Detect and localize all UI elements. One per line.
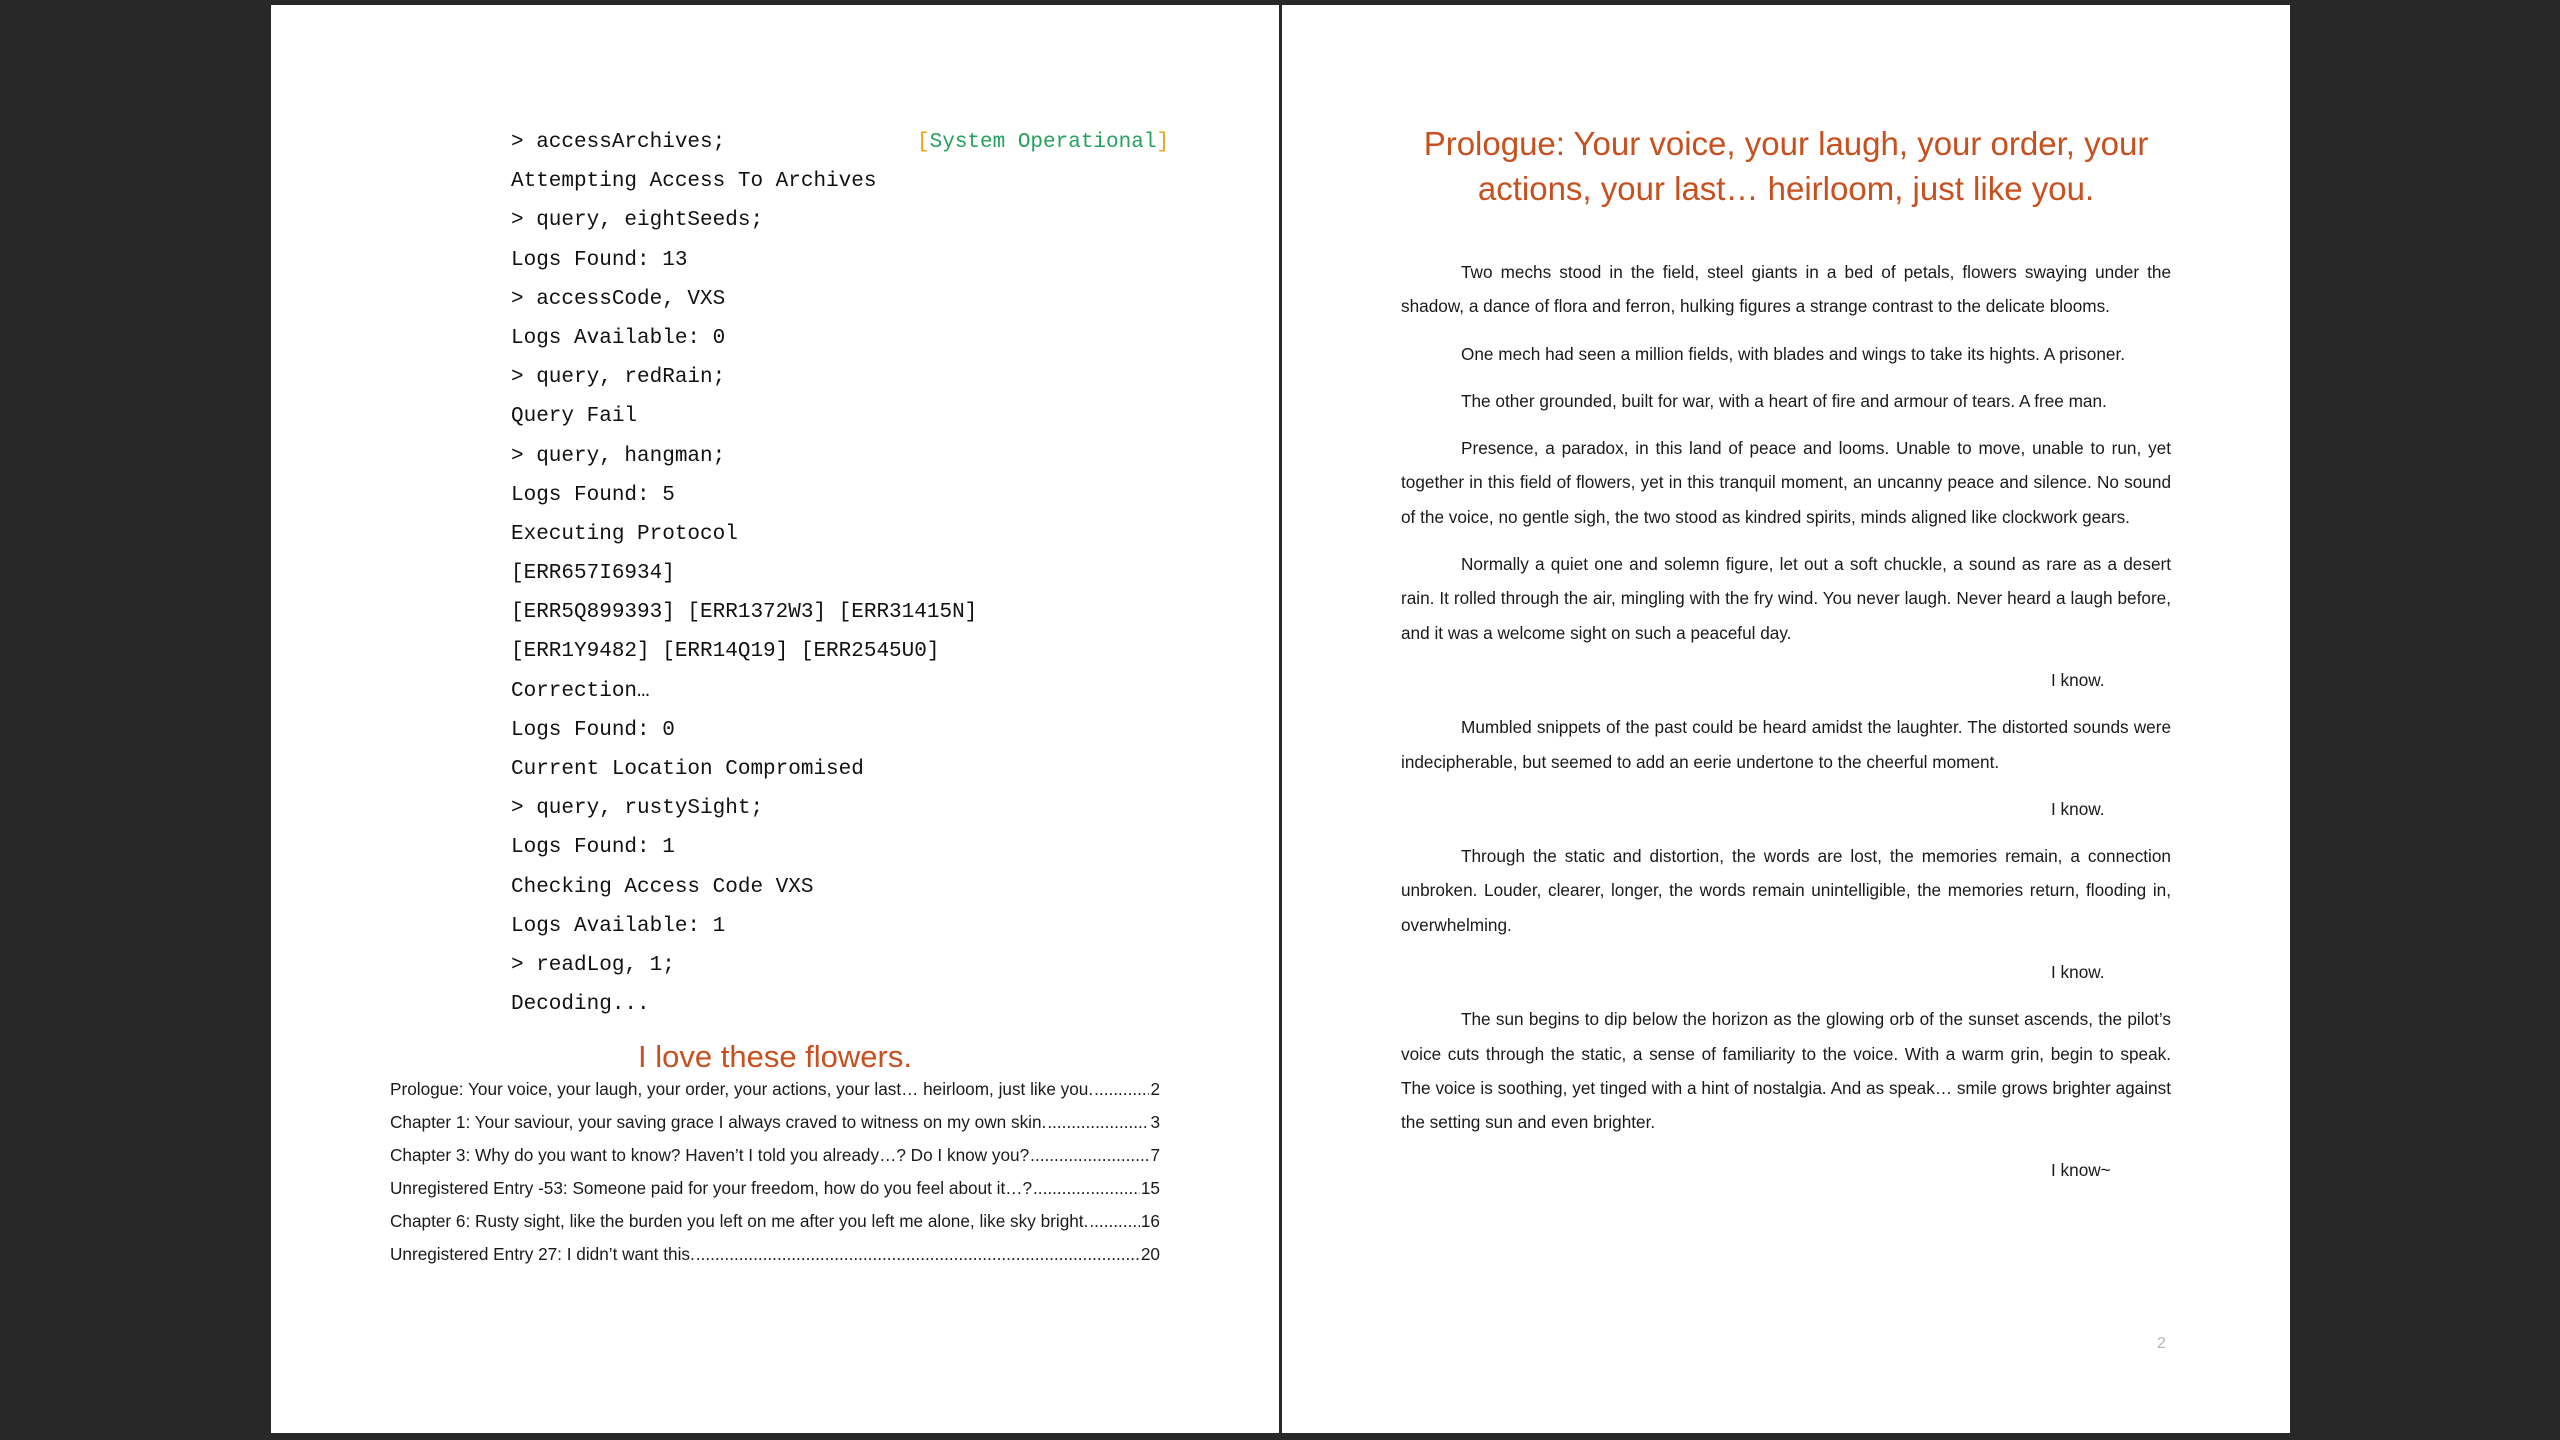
story-paragraph: Through the static and distortion, the words are lost, the memories remain, a connection unbroken. Louder, clearer, longer, the words remain unintelligible, the memories return, flooding in, overwhelming. xyxy=(1401,846,2171,935)
terminal-line: Correction… xyxy=(511,679,650,703)
terminal-line: Logs Found: 0 xyxy=(511,718,675,742)
left-page xyxy=(271,5,1279,1433)
toc-entry-page: 20 xyxy=(1140,1244,1160,1264)
terminal-line: Logs Found: 1 xyxy=(511,836,675,860)
terminal-log xyxy=(511,123,1151,1024)
system-status-tag: [System Operational] xyxy=(917,131,1170,154)
terminal-line: > query, hangman; xyxy=(511,444,726,468)
terminal-line: Decoding... xyxy=(511,993,650,1017)
toc-leader xyxy=(1030,1139,1149,1172)
terminal-line: > query, rustySight; xyxy=(511,797,764,821)
terminal-line: Checking Access Code VXS xyxy=(511,875,814,899)
toc-leader xyxy=(1094,1073,1149,1106)
terminal-line: [ERR1Y9482] [ERR14Q19] [ERR2545U0] xyxy=(511,640,940,664)
refrain-line: I know. xyxy=(2051,962,2105,983)
terminal-line: > query, redRain; xyxy=(511,366,726,390)
toc-entry-title: Chapter 1: Your saviour, your saving grace I always craved to witness on my own skin. xyxy=(390,1112,1047,1132)
toc-leader xyxy=(696,1238,1140,1271)
refrain-line: I know. xyxy=(2051,669,2105,690)
chapter-title: Prologue: Your voice, your laugh, your order, your actions, your last… heirloom, just like you. xyxy=(1423,125,2149,207)
terminal-line: [ERR5Q899393] [ERR1372W3] [ERR31415N] xyxy=(511,601,978,625)
table-of-contents xyxy=(390,1073,1160,1271)
story-paragraph: Presence, a paradox, in this land of peace and looms. Unable to move, unable to run, yet together in this field of flowers, yet in this tranquil moment, an uncanny peace and silence. No sound of the voice, no gentle sigh, the two stood as kindred spirits, minds aligned like clockwork gears. xyxy=(1401,438,2171,527)
toc-entry-title: Chapter 6: Rusty sight, like the burden you left on me after you left me alone, like sky bright. xyxy=(390,1211,1089,1231)
right-page xyxy=(1282,5,2290,1433)
toc-entry-title: Chapter 3: Why do you want to know? Haven’t I told you already…? Do I know you? xyxy=(390,1145,1030,1165)
refrain-line: I know~ xyxy=(2051,1159,2111,1180)
terminal-line: Logs Available: 1 xyxy=(511,914,726,938)
toc-entry[interactable] xyxy=(390,1073,1160,1106)
terminal-line: > accessArchives; xyxy=(511,131,726,154)
page-number: 2 xyxy=(2157,1335,2166,1352)
terminal-line: Attempting Access To Archives xyxy=(511,170,877,194)
left-heading: I love these flowers. xyxy=(638,1039,912,1074)
story-paragraph: One mech had seen a million fields, with blades and wings to take its hights. A prisoner. xyxy=(1461,343,2125,364)
terminal-line: [ERR657I6934] xyxy=(511,562,675,586)
system-status-label: System Operational xyxy=(929,131,1157,154)
terminal-line: Current Location Compromised xyxy=(511,758,864,781)
toc-entry-page: 2 xyxy=(1150,1079,1160,1099)
terminal-line: Logs Available: 0 xyxy=(511,326,726,350)
terminal-line: Executing Protocol xyxy=(511,522,738,546)
toc-entry[interactable] xyxy=(390,1205,1160,1238)
toc-entry-title: Unregistered Entry 27: I didn’t want this. xyxy=(390,1244,695,1264)
toc-leader xyxy=(1033,1172,1140,1205)
toc-entry-page: 15 xyxy=(1140,1178,1160,1198)
story-paragraph: Two mechs stood in the field, steel giants in a bed of petals, flowers swaying under the shadow, a dance of flora and ferron, hulking figures a strange contrast to the delicate blooms. xyxy=(1401,262,2171,317)
toc-entry[interactable] xyxy=(390,1172,1160,1205)
toc-entry[interactable] xyxy=(390,1139,1160,1172)
story-paragraph: Mumbled snippets of the past could be heard amidst the laughter. The distorted sounds were indecipherable, but seemed to add an eerie undertone to the cheerful moment. xyxy=(1401,717,2171,772)
toc-leader xyxy=(1047,1106,1149,1139)
story-paragraph: The sun begins to dip below the horizon as the glowing orb of the sunset ascends, the pilot’s voice cuts through the static, a sense of familiarity to the voice. With a warm grin, begin to speak. The voice is soothing, yet tinged with a hint of nostalgia. And as speak… smile grows brighter against the setting sun and even brighter. xyxy=(1401,1009,2171,1133)
story-paragraph: Normally a quiet one and solemn figure, let out a soft chuckle, a sound as rare as a desert rain. It rolled through the air, mingling with the fry wind. You never laugh. Never heard a laugh before, and it was a welcome sight on such a peaceful day. xyxy=(1401,554,2171,643)
story-body xyxy=(1401,255,2171,1200)
toc-entry[interactable] xyxy=(390,1238,1160,1271)
story-paragraph: The other grounded, built for war, with a heart of fire and armour of tears. A free man. xyxy=(1461,390,2107,411)
terminal-line: > readLog, 1; xyxy=(511,953,675,977)
terminal-line: > query, eightSeeds; xyxy=(511,209,764,233)
toc-entry-title: Unregistered Entry -53: Someone paid for your freedom, how do you feel about it…? xyxy=(390,1178,1033,1198)
terminal-line: Logs Found: 5 xyxy=(511,483,675,507)
refrain-line: I know. xyxy=(2051,798,2105,819)
toc-entry[interactable] xyxy=(390,1106,1160,1139)
toc-entry-page: 3 xyxy=(1150,1112,1160,1132)
toc-leader xyxy=(1089,1205,1140,1238)
toc-entry-title: Prologue: Your voice, your laugh, your order, your actions, your last… heirloom, just like you. xyxy=(390,1079,1094,1099)
terminal-line: > accessCode, VXS xyxy=(511,287,726,311)
terminal-line: Query Fail xyxy=(511,405,638,429)
terminal-line: Logs Found: 13 xyxy=(511,248,688,272)
toc-entry-page: 16 xyxy=(1140,1211,1160,1231)
toc-entry-page: 7 xyxy=(1150,1145,1160,1165)
